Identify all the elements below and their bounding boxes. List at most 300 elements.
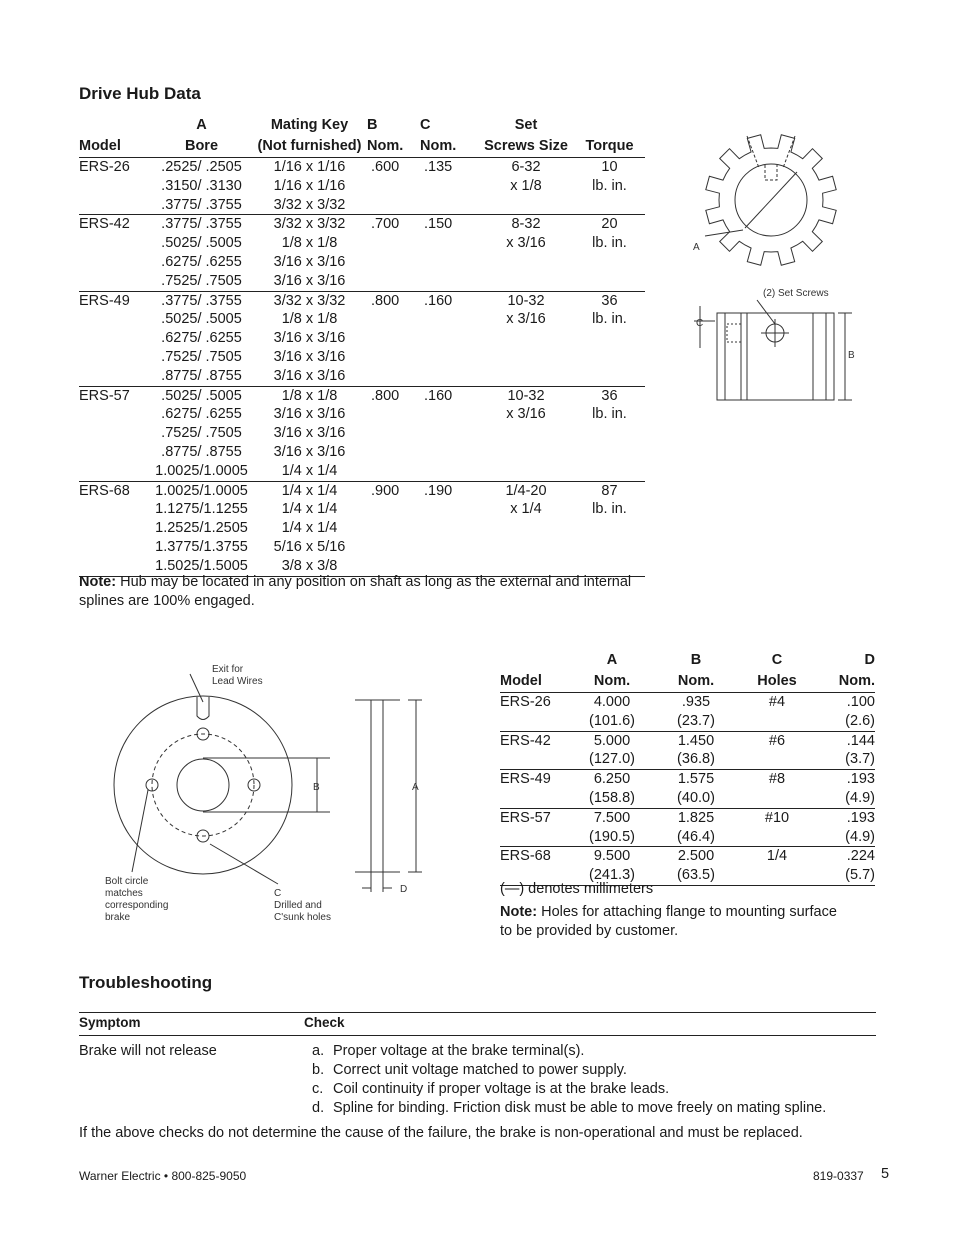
hub-diagram	[685, 128, 865, 418]
troubleshooting-top-rule	[79, 1012, 876, 1013]
holes-label-line2: Drilled and	[274, 900, 322, 911]
hub-b-nom: .900	[371, 482, 400, 499]
hub-mating-key: 1/8 x 1/8	[281, 387, 338, 404]
hub-mating-key: 3/16 x 3/16	[252, 367, 367, 386]
hub-bore: .3775/ .3755	[151, 196, 252, 215]
flange-model	[500, 712, 570, 731]
flange-b-nom: 1.450	[677, 732, 715, 749]
flange-model: ERS-49	[500, 771, 551, 788]
hub-model	[79, 234, 151, 253]
bolt-label-line2: matches	[105, 888, 143, 899]
hub-table-row	[79, 310, 645, 329]
holes-label-line1: C	[274, 888, 282, 899]
flange-c-holes	[738, 789, 816, 808]
hub-c-nom: .135	[424, 159, 453, 175]
hub-torque	[574, 424, 645, 443]
flange-center-hole	[177, 759, 229, 811]
hub-table-row	[79, 462, 645, 481]
hub-torque	[574, 367, 645, 386]
set-screws-label: (2) Set Screws	[763, 288, 829, 299]
hub-bore: .3775/ .3755	[161, 216, 242, 233]
hub-header-cell: Set	[514, 117, 538, 133]
hub-header-cell: Nom.	[420, 136, 478, 158]
bolt-label-line3: corresponding	[105, 900, 169, 911]
hub-mating-key: 3/16 x 3/16	[273, 425, 346, 442]
flange-model: ERS-68	[500, 848, 551, 865]
hub-torque	[574, 329, 645, 348]
hub-model	[79, 443, 151, 462]
flange-c-holes: #8	[768, 771, 786, 788]
flange-header-cell: Nom.	[816, 671, 875, 693]
check-letter: a.	[312, 1043, 325, 1059]
keyway	[765, 165, 777, 180]
flange-label-a: A	[412, 782, 419, 793]
hub-table-row	[79, 348, 645, 367]
hub-table-row	[79, 158, 645, 177]
hub-model	[79, 500, 151, 519]
flange-a-nom: 4.000	[593, 694, 631, 710]
flange-a-mm: (190.5)	[570, 828, 654, 847]
hub-header-row	[79, 136, 645, 158]
hub-header-cell: Torque	[574, 136, 645, 158]
symptom-header: Symptom	[79, 1015, 141, 1030]
hub-model	[79, 348, 151, 367]
hub-mating-key: 1/4 x 1/4	[281, 482, 338, 499]
hub-model: ERS-68	[79, 482, 130, 499]
hub-header-cell: (Not furnished)	[252, 136, 367, 158]
note-text: Hub may be located in any position on shaft as long as the external and internal splines are 100% engaged.	[79, 574, 632, 609]
flange-header-cell: C	[771, 652, 783, 668]
hub-screw-size	[478, 538, 574, 557]
flange-model: ERS-57	[500, 809, 551, 826]
flange-model: ERS-26	[500, 694, 551, 710]
hub-bore: .5025/ .5005	[161, 387, 242, 404]
hub-b-nom	[367, 253, 420, 272]
troubleshooting-final-text: If the above checks do not determine the cause of the failure, the brake is non-operational and must be replaced.	[79, 1125, 803, 1141]
hub-torque	[574, 519, 645, 538]
drive-hub-note	[79, 573, 639, 611]
hub-model	[79, 538, 151, 557]
hub-screw-size	[478, 348, 574, 367]
flange-header-cell: B	[690, 652, 702, 668]
check-item	[312, 1061, 872, 1080]
flange-header-cell: A	[606, 652, 618, 668]
bolt-circle	[152, 734, 254, 836]
hub-model	[79, 310, 151, 329]
hub-bore: .7525/ .7505	[161, 348, 242, 365]
hub-mating-key: 3/16 x 3/16	[273, 330, 346, 347]
hub-label-a: A	[693, 242, 700, 253]
check-item	[312, 1042, 872, 1061]
hub-table-row	[79, 234, 645, 253]
flange-d-mm: (2.6)	[816, 712, 875, 731]
hub-torque	[574, 196, 645, 215]
flange-b-nom: 1.825	[677, 809, 715, 826]
hub-model	[79, 367, 151, 386]
hub-bore: .8775/ .8755	[161, 443, 242, 460]
hub-header-row	[79, 115, 645, 136]
check-letter: d.	[312, 1100, 325, 1116]
hub-torque: 20	[601, 216, 618, 233]
hub-b-nom	[367, 348, 420, 367]
hub-bore: 1.0025/1.0005	[155, 482, 248, 499]
hub-screw-size	[478, 443, 574, 462]
hub-header-cell: A	[196, 117, 207, 133]
flange-table-row	[500, 847, 875, 866]
flange-b-nom: .935	[681, 694, 711, 710]
hub-table-row	[79, 519, 645, 538]
hub-bore: .6275/ .6255	[161, 253, 242, 270]
hub-b-nom	[367, 519, 420, 538]
hub-bore: .7525/ .7505	[151, 272, 252, 291]
hub-torque: lb. in.	[592, 406, 627, 423]
flange-header-cell: Nom.	[654, 671, 738, 693]
hub-label-b: B	[848, 350, 855, 361]
flange-a-nom: 9.500	[593, 848, 631, 865]
hub-header-cell: C	[420, 117, 431, 133]
hub-c-nom	[420, 367, 478, 386]
hub-screw-size	[478, 272, 574, 291]
hub-model	[79, 519, 151, 538]
hub-screw-size	[478, 253, 574, 272]
hub-torque: lb. in.	[592, 177, 627, 194]
hub-mating-key: 3/16 x 3/16	[273, 348, 346, 365]
flange-header-cell: Model	[500, 671, 570, 693]
hub-mating-key: 1/16 x 1/16	[273, 159, 346, 175]
hub-screw-size	[478, 329, 574, 348]
hub-b-nom	[367, 462, 420, 481]
check-list	[312, 1042, 872, 1118]
flange-d-mm: (5.7)	[816, 866, 875, 885]
flange-a-mm: (158.8)	[570, 789, 654, 808]
flange-c-holes: #6	[768, 732, 786, 749]
flange-model	[500, 750, 570, 769]
footer-company: Warner Electric • 800-825-9050	[79, 1169, 247, 1183]
hub-b-nom	[367, 310, 420, 329]
hub-table-row	[79, 443, 645, 462]
flange-note-text: Holes for attaching flange to mounting surface to be provided by customer.	[500, 904, 837, 939]
flange-a-nom: 7.500	[593, 809, 631, 826]
hub-b-nom	[367, 329, 420, 348]
hub-torque	[574, 538, 645, 557]
lead-wire-exit	[197, 697, 209, 720]
hub-c-nom	[420, 405, 478, 424]
hub-header-cell	[79, 115, 151, 136]
bolt-label-line1: Bolt circle	[105, 876, 149, 887]
hub-c-nom	[420, 538, 478, 557]
hub-b-nom	[367, 405, 420, 424]
hub-torque: 10	[601, 159, 618, 175]
hub-model	[79, 196, 151, 215]
hub-model	[79, 329, 151, 348]
check-text: Coil continuity if proper voltage is at the brake leads.	[333, 1081, 670, 1097]
hub-screw-size: x 1/8	[510, 177, 542, 194]
flange-a-mm: (241.3)	[570, 866, 654, 885]
flange-d-mm: (3.7)	[816, 750, 875, 769]
mm-note: (—) denotes millimeters	[500, 881, 654, 897]
hub-b-nom: .800	[371, 292, 400, 309]
hub-c-nom	[420, 424, 478, 443]
flange-c-holes	[738, 866, 816, 885]
hub-torque: 87	[601, 482, 618, 499]
hub-mating-key: 1/8 x 1/8	[281, 311, 338, 328]
hub-mating-key: 1/16 x 1/16	[273, 177, 346, 194]
hub-c-nom	[420, 234, 478, 253]
flange-d-nom: .144	[846, 732, 875, 749]
hub-torque	[574, 443, 645, 462]
hub-c-nom: .160	[424, 292, 453, 309]
hub-torque: 36	[601, 292, 618, 309]
hub-model	[79, 177, 151, 196]
hub-bore: 1.0025/1.0005	[151, 462, 252, 481]
flange-table	[500, 650, 875, 886]
hub-mating-key: 3/32 x 3/32	[273, 216, 346, 233]
hub-mating-key: 3/16 x 3/16	[273, 406, 346, 423]
hub-c-nom	[420, 519, 478, 538]
hub-table-row	[79, 500, 645, 519]
flange-model: ERS-42	[500, 732, 551, 749]
hub-table-row	[79, 177, 645, 196]
flange-header-cell: Nom.	[570, 671, 654, 693]
flange-b-nom: 2.500	[677, 848, 715, 865]
flange-header-cell: D	[864, 652, 875, 668]
troubleshooting-title: Troubleshooting	[79, 973, 213, 992]
hub-bore: .5025/ .5005	[161, 311, 242, 328]
hub-table-row	[79, 196, 645, 215]
flange-a-mm: (101.6)	[570, 712, 654, 731]
hub-mating-key: 1/8 x 1/8	[281, 235, 338, 252]
flange-note	[500, 903, 840, 941]
flange-a-nom: 5.000	[593, 732, 631, 749]
flange-table-row	[500, 789, 875, 808]
hub-side-view	[694, 300, 852, 400]
flange-table-row	[500, 693, 875, 712]
bolt-label-line4: brake	[105, 912, 131, 923]
flange-table-row	[500, 712, 875, 731]
hub-bore: 1.3775/1.3755	[155, 538, 248, 555]
hub-torque: lb. in.	[592, 311, 627, 328]
hub-bore: .6275/ .6255	[161, 406, 242, 423]
flange-b-mm: (40.0)	[654, 789, 738, 808]
footer-doc-number: 819-0337	[813, 1169, 864, 1183]
hub-c-nom	[420, 443, 478, 462]
hub-bore: .6275/ .6255	[161, 330, 242, 347]
hub-mating-key: 1/4 x 1/4	[281, 520, 338, 537]
hub-b-nom	[367, 443, 420, 462]
flange-header-cell	[500, 650, 570, 671]
troubleshooting-header-rule	[79, 1035, 876, 1036]
note-label: Note:	[79, 574, 117, 590]
hub-c-nom	[420, 310, 478, 329]
hub-mating-key: 3/16 x 3/16	[273, 443, 346, 460]
exit-label-line2: Lead Wires	[212, 676, 263, 687]
hub-model: ERS-57	[79, 387, 130, 404]
hub-b-nom	[367, 272, 420, 291]
page-number: 5	[881, 1166, 890, 1182]
hub-header-cell	[574, 115, 645, 136]
hub-screw-size	[478, 424, 574, 443]
hub-table-row	[79, 329, 645, 348]
hub-c-nom	[420, 462, 478, 481]
exit-label-line1: Exit for	[212, 664, 244, 675]
flange-b-mm: (23.7)	[654, 712, 738, 731]
hub-screw-size: 10-32	[507, 387, 545, 404]
hub-bore: .8775/ .8755	[151, 367, 252, 386]
hub-screw-size: x 3/16	[506, 406, 546, 423]
check-header: Check	[304, 1015, 345, 1030]
hub-model	[79, 272, 151, 291]
hub-b-nom	[367, 424, 420, 443]
hub-bore: .7525/ .7505	[161, 425, 242, 442]
hub-c-nom	[420, 177, 478, 196]
hub-torque: lb. in.	[592, 501, 627, 518]
hub-mating-key: 3/8 x 3/8	[252, 557, 367, 576]
drive-hub-title: Drive Hub Data	[79, 84, 201, 103]
flange-c-holes	[738, 712, 816, 731]
hub-screw-size: 6-32	[511, 159, 541, 175]
hub-torque	[574, 272, 645, 291]
flange-diagram	[100, 660, 430, 930]
flange-table-row	[500, 731, 875, 750]
hub-c-nom: .150	[424, 216, 453, 233]
hub-label-c: C	[696, 318, 704, 329]
hub-mating-key: 3/32 x 3/32	[273, 292, 346, 309]
hub-b-nom	[367, 196, 420, 215]
hub-model: ERS-26	[79, 159, 130, 175]
hub-b-nom: .600	[371, 159, 400, 175]
hub-b-nom	[367, 177, 420, 196]
flange-b-mm: (36.8)	[654, 750, 738, 769]
check-text: Spline for binding. Friction disk must be able to move freely on mating spline.	[333, 1100, 827, 1116]
hub-bore: .5025/ .5005	[161, 235, 242, 252]
flange-d-nom: .224	[846, 848, 875, 865]
flange-c-holes: 1/4	[766, 848, 788, 865]
hub-bore: .3775/ .3755	[161, 292, 242, 309]
hub-model: ERS-42	[79, 216, 130, 233]
flange-c-holes	[738, 750, 816, 769]
flange-note-label: Note:	[500, 904, 538, 920]
hub-model	[79, 253, 151, 272]
check-item	[312, 1080, 872, 1099]
hub-table-row	[79, 253, 645, 272]
hub-screw-size: x 3/16	[506, 235, 546, 252]
hub-header-cell: Bore	[151, 136, 252, 158]
hub-screw-size	[478, 196, 574, 215]
flange-d-nom: .193	[846, 771, 875, 788]
flange-model	[500, 828, 570, 847]
hub-bore: 1.1275/1.1255	[155, 501, 248, 518]
hub-screw-size	[478, 462, 574, 481]
flange-a-nom: 6.250	[593, 771, 631, 788]
flange-c-holes: #4	[768, 694, 786, 710]
hub-torque	[574, 348, 645, 367]
hub-mating-key: 5/16 x 5/16	[273, 538, 346, 555]
hub-mating-key: 1/4 x 1/4	[252, 462, 367, 481]
hub-table-row	[79, 424, 645, 443]
hub-table-row	[79, 386, 645, 405]
hub-c-nom	[420, 348, 478, 367]
flange-d-mm: (4.9)	[816, 789, 875, 808]
hub-bore: 1.2525/1.2505	[155, 520, 248, 537]
hub-model	[79, 424, 151, 443]
hub-header-cell: Screws Size	[478, 136, 574, 158]
hub-table-row	[79, 291, 645, 310]
flange-outer-circle	[114, 696, 292, 874]
hub-table-row	[79, 405, 645, 424]
flange-d-nom: .193	[846, 809, 875, 826]
flange-header-row	[500, 650, 875, 671]
hub-header-cell: B	[367, 117, 378, 133]
hub-torque	[574, 253, 645, 272]
hub-bore: .3150/ .3130	[161, 177, 242, 194]
hub-screw-size: x 3/16	[506, 311, 546, 328]
flange-side-view	[371, 700, 383, 872]
hub-table-row	[79, 272, 645, 291]
hub-c-nom	[420, 196, 478, 215]
hub-mating-key: 1/4 x 1/4	[281, 501, 338, 518]
hub-torque: lb. in.	[592, 235, 627, 252]
flange-label-b: B	[313, 782, 320, 793]
check-letter: c.	[312, 1081, 324, 1097]
hub-screw-size: 1/4-20	[505, 482, 547, 499]
hub-b-nom	[367, 500, 420, 519]
hub-model	[79, 405, 151, 424]
hub-c-nom	[420, 500, 478, 519]
hub-mating-key: 3/16 x 3/16	[273, 253, 346, 270]
hub-mating-key: 3/32 x 3/32	[252, 196, 367, 215]
hub-c-nom: .190	[424, 482, 453, 499]
flange-d-mm: (4.9)	[816, 828, 875, 847]
flange-b-mm: (46.4)	[654, 828, 738, 847]
flange-c-holes	[738, 828, 816, 847]
hub-screw-size	[478, 519, 574, 538]
hub-mating-key: 3/16 x 3/16	[252, 272, 367, 291]
hub-table-row	[79, 481, 645, 500]
hub-torque	[574, 462, 645, 481]
hub-c-nom	[420, 329, 478, 348]
holes-label-line3: C'sunk holes	[274, 912, 331, 923]
hub-model	[79, 462, 151, 481]
hub-c-nom	[420, 253, 478, 272]
hub-header-cell: Mating Key	[270, 117, 349, 133]
check-letter: b.	[312, 1062, 325, 1078]
flange-b-mm: (63.5)	[654, 866, 738, 885]
check-text: Proper voltage at the brake terminal(s).	[333, 1043, 585, 1059]
hub-bore: .2525/ .2505	[161, 159, 242, 175]
hub-b-nom: .800	[371, 387, 400, 404]
drive-hub-table	[79, 115, 645, 577]
flange-table-row	[500, 750, 875, 769]
hub-screw-size: 8-32	[511, 216, 541, 233]
hub-table-row	[79, 367, 645, 386]
hub-b-nom	[367, 367, 420, 386]
flange-label-d: D	[400, 884, 408, 895]
flange-d-nom: .100	[846, 694, 875, 710]
hub-table-row	[79, 538, 645, 557]
check-text: Correct unit voltage matched to power supply.	[333, 1062, 627, 1078]
hub-header-cell: Nom.	[367, 136, 420, 158]
hub-screw-size: x 1/4	[510, 501, 542, 518]
flange-b-nom: 1.575	[677, 771, 715, 788]
hub-screw-size: 10-32	[507, 292, 545, 309]
hub-model: ERS-49	[79, 292, 130, 309]
flange-header-cell: Holes	[738, 671, 816, 693]
check-item	[312, 1099, 872, 1118]
symptom-text: Brake will not release	[79, 1043, 217, 1059]
hub-c-nom	[420, 272, 478, 291]
hub-b-nom	[367, 234, 420, 253]
hub-table-row	[79, 215, 645, 234]
